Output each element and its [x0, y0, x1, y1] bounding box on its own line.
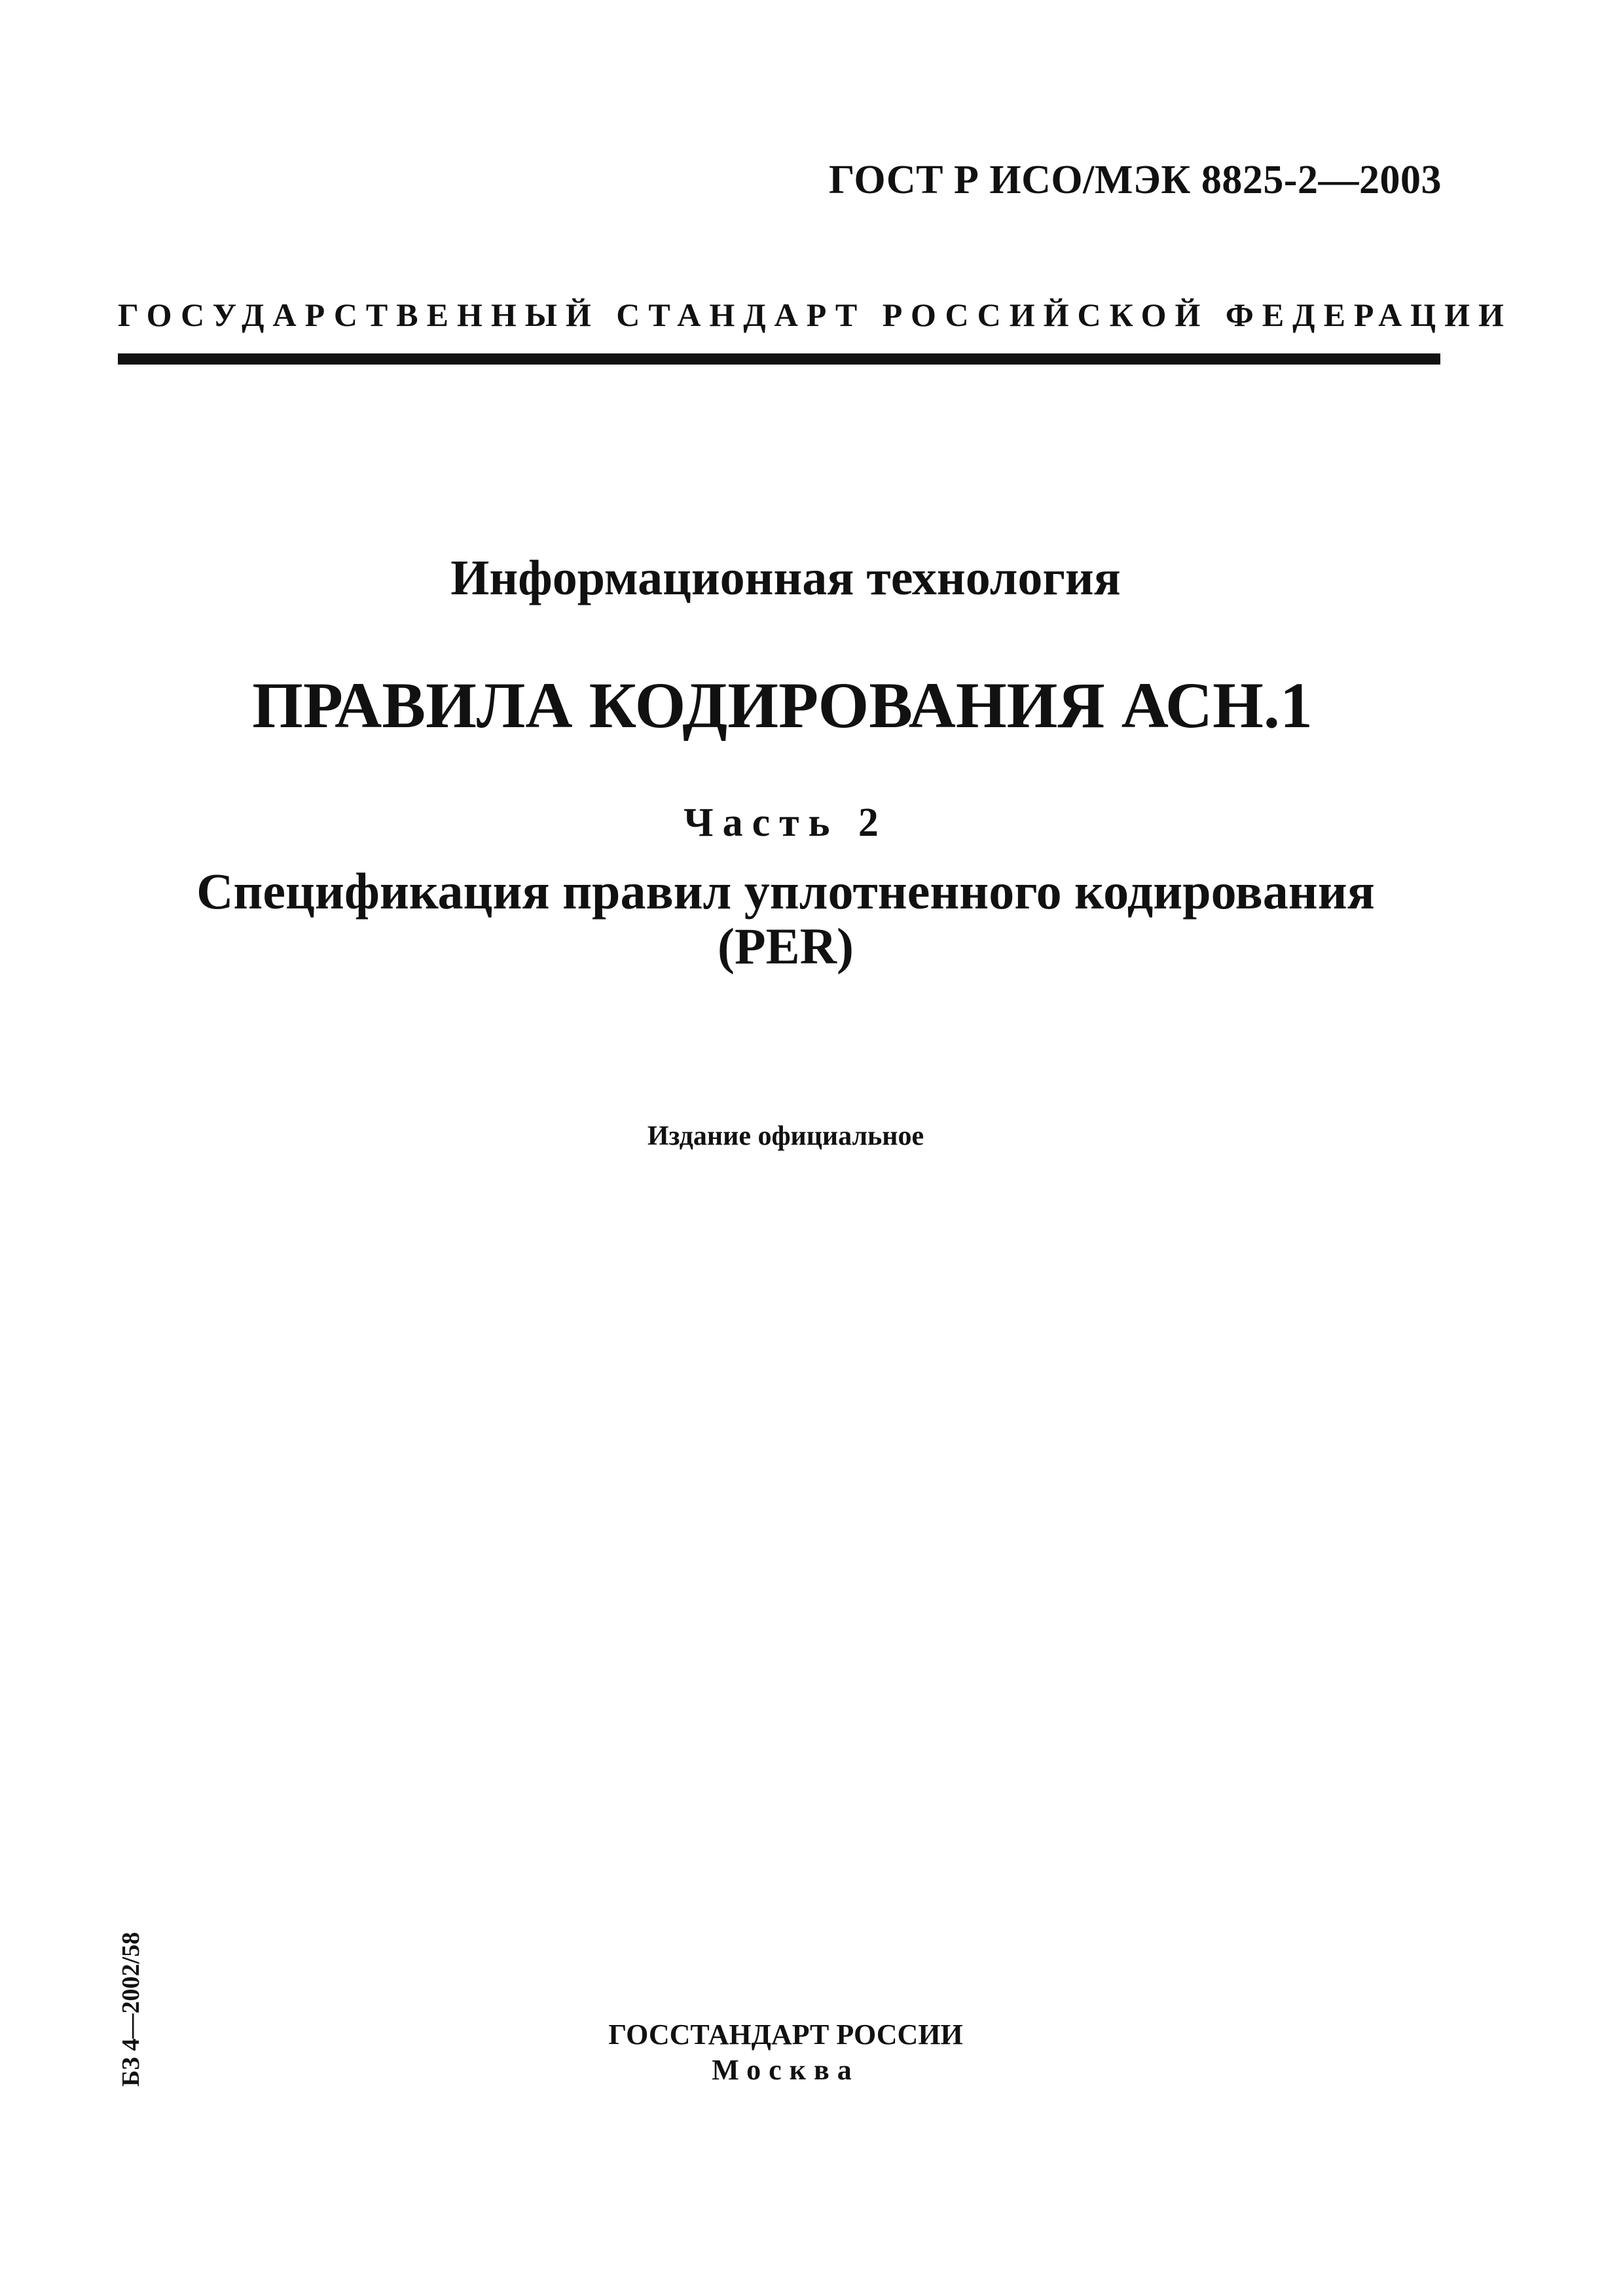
subtitle [0, 864, 1571, 974]
main-title: ПРАВИЛА КОДИРОВАНИЯ АСН.1 [252, 669, 1313, 742]
header-rule [118, 353, 1440, 365]
edition-label: Издание официальное [647, 1121, 924, 1151]
publisher-block [0, 2017, 1571, 2088]
state-standard-heading: ГОСУДАРСТВЕННЫЙ СТАНДАРТ РОССИЙСКОЙ ФЕДЕРАЦИИ [118, 296, 1512, 333]
publisher-city: Москва [712, 2054, 860, 2086]
catalog-code-text: БЗ 4—2002/58 [117, 1931, 145, 2087]
subtitle-line-1: Спецификация правил уплотненного кодирования [196, 863, 1375, 920]
subtitle-line-2: (PER) [718, 918, 854, 975]
publisher-name: ГОССТАНДАРТ РОССИИ [608, 2018, 963, 2051]
subject-heading: Информационная технология [450, 550, 1121, 605]
catalog-code [118, 1885, 144, 2134]
document-number: ГОСТ Р ИСО/МЭК 8825-2—2003 [828, 158, 1442, 202]
part-label: Часть 2 [684, 800, 888, 845]
